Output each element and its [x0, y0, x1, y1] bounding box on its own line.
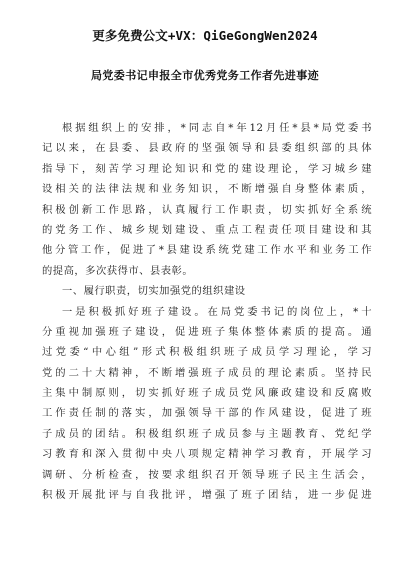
paragraph-line: 分重视加强班子建设，促进班子集体整体素质的提高。通: [42, 325, 372, 338]
paragraph-line: 根据组织上的安排，*同志自*年12月任*县*局党委书: [62, 122, 372, 134]
paragraph-line: 他分管工作，促进了*县建设系统党建工作水平和业务工作: [42, 244, 372, 257]
paragraph-line: 积极开展批评与自我批评，增强了班子团结，进一步促进: [42, 489, 372, 502]
paragraph-line: 习教育和深入贯彻中央八项规定精神学习教育，开展学习: [42, 448, 372, 461]
paragraph-line: 积极创新工作思路，认真履行工作职责，切实抓好全系统: [42, 203, 372, 216]
paragraph-line: 一是积极抓好班子建设。在局党委书记的岗位上，*十: [62, 305, 372, 318]
paragraph-line: 过党委“中心组”形式积极组织班子成员学习理论，学习: [42, 346, 372, 359]
document-body: [42, 118, 372, 505]
paragraph-line: 的党务工作、城乡规划建设、重点工程责任项目建设和其: [42, 223, 372, 236]
paragraph-line: 设相关的法律法规和业务知识，不断增强自身整体素质，: [42, 183, 372, 196]
promo-banner: 更多免费公文+VX：QiGeGongWen2024: [92, 28, 318, 43]
section-heading: 一、履行职责，切实加强党的组织建设: [62, 285, 246, 298]
document-title: 局党委书记申报全市优秀党务工作者先进事迹: [91, 69, 319, 82]
paragraph-line: 主集中制原则，切实抓好班子成员党风廉政建设和反腐败: [42, 387, 372, 400]
paragraph-line: 的提高，多次获得市、县表彰。: [42, 264, 194, 277]
paragraph-line: 党的二十大精神，不断增强班子成员的理论素质。坚持民: [42, 366, 372, 379]
paragraph-line: 指导下，刻苦学习理论知识和党的建设理论，学习城乡建: [42, 162, 372, 175]
paragraph-line: 记以来，在县委、县政府的坚强领导和县委组织部的具体: [42, 142, 372, 155]
paragraph-line: 子成员的团结。积极组织班子成员参与主题教育、党纪学: [42, 427, 372, 440]
paragraph-line: 调研、分析检查，按要求组织召开领导班子民主生活会，: [42, 468, 372, 481]
paragraph-line: 工作责任制的落实，加强领导干部的作风建设，促进了班: [42, 407, 372, 420]
